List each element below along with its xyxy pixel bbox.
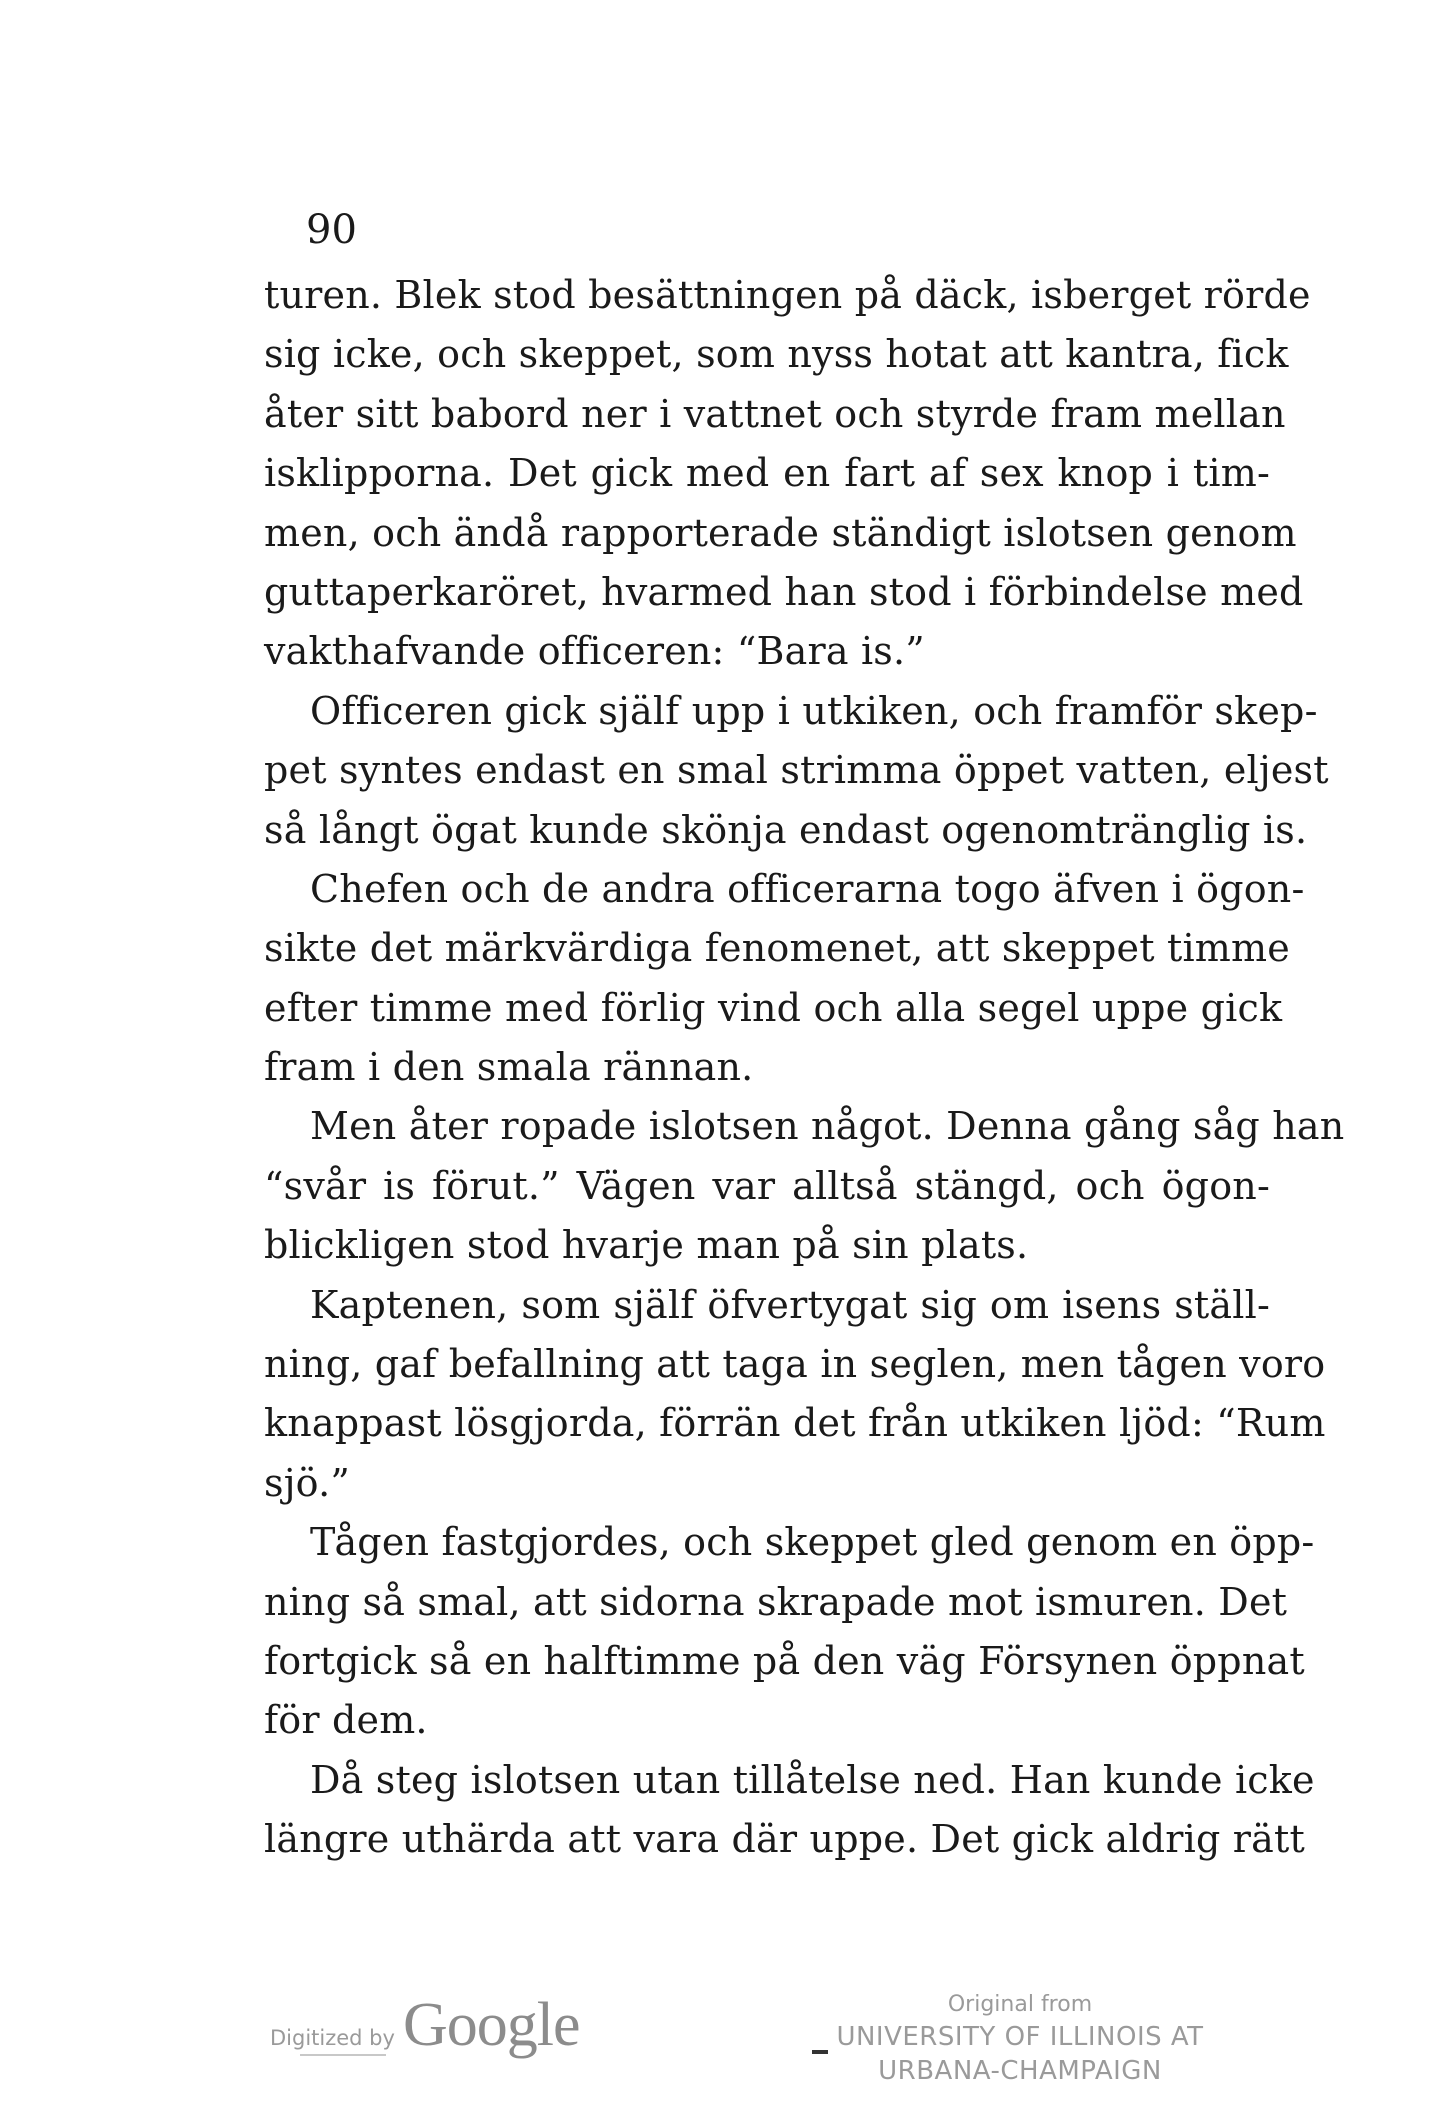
text-line: efter timme med förlig vind och alla segel uppe gick — [264, 985, 1283, 1030]
text-line: Officeren gick själf upp i utkiken, och framför skep- — [310, 688, 1318, 733]
text-line: så långt ögat kunde skönja endast ogenomtränglig is. — [264, 807, 1308, 852]
text-line: ning, gaf befallning att taga in seglen, men tågen voro — [264, 1342, 1326, 1387]
text-line: knappast lösgjorda, förrän det från utkiken ljöd: “Rum — [264, 1401, 1326, 1446]
text-line: sikte det märkvärdiga fenomenet, att skeppet timme — [264, 926, 1290, 971]
institution-line-2: URBANA-CHAMPAIGN — [878, 2056, 1162, 2086]
text-line: Tågen fastgjordes, och skeppet gled genom en öpp- — [310, 1520, 1315, 1565]
text-line: Då steg islotsen utan tillåtelse ned. Han kunde icke — [310, 1757, 1315, 1802]
google-logo: Google — [402, 1991, 580, 2059]
text-line: Kaptenen, som själf öfvertygat sig om isens ställ- — [310, 1282, 1270, 1327]
text-line: ning så smal, att sidorna skrapade mot ismuren. Det — [264, 1579, 1288, 1624]
text-line: vakthafvande officeren: “Bara is.” — [264, 629, 925, 674]
text-line: “svår is förut.” Vägen var alltså stängd, och ögon- — [264, 1163, 1270, 1208]
text-line: Chefen och de andra officerarna togo äfven i ögon- — [310, 866, 1305, 911]
original-source-credit — [830, 1990, 1210, 2088]
text-line: fram i den smala rännan. — [264, 1045, 754, 1090]
institution-line-1: UNIVERSITY OF ILLINOIS AT — [836, 2022, 1204, 2052]
original-from-label: Original from — [947, 1992, 1093, 2017]
text-line: sig icke, och skeppet, som nyss hotat att kantra, fick — [264, 332, 1289, 377]
text-line: längre uthärda att vara där uppe. Det gick aldrig rätt — [264, 1817, 1305, 1862]
text-line: Men åter ropade islotsen något. Denna gång såg han — [310, 1104, 1345, 1149]
text-line: turen. Blek stod besättningen på däck, isberget rörde — [264, 273, 1311, 317]
text-line: sjö.” — [264, 1460, 350, 1505]
footer-dash — [812, 2050, 828, 2054]
digitized-label: Digitized by — [270, 2026, 395, 2050]
body-text — [264, 266, 1345, 1870]
page-number: 90 — [306, 207, 357, 253]
text-line: blickligen stod hvarje man på sin plats. — [264, 1223, 1029, 1268]
text-line: pet syntes endast en smal strimma öppet vatten, eljest — [264, 748, 1329, 793]
text-line: fortgick så en halftimme på den väg Försynen öppnat — [264, 1638, 1305, 1683]
digitized-by-credit — [270, 1990, 579, 2061]
text-line: isklipporna. Det gick med en fart af sex knop i tim- — [264, 451, 1270, 496]
text-line: guttaperkaröret, hvarmed han stod i förbindelse med — [264, 569, 1304, 614]
text-line: för dem. — [264, 1698, 428, 1743]
text-line: åter sitt babord ner i vattnet och styrde fram mellan — [264, 391, 1286, 436]
text-line: men, och ändå rapporterade ständigt islotsen genom — [264, 510, 1297, 555]
footer-rule — [300, 2054, 386, 2056]
